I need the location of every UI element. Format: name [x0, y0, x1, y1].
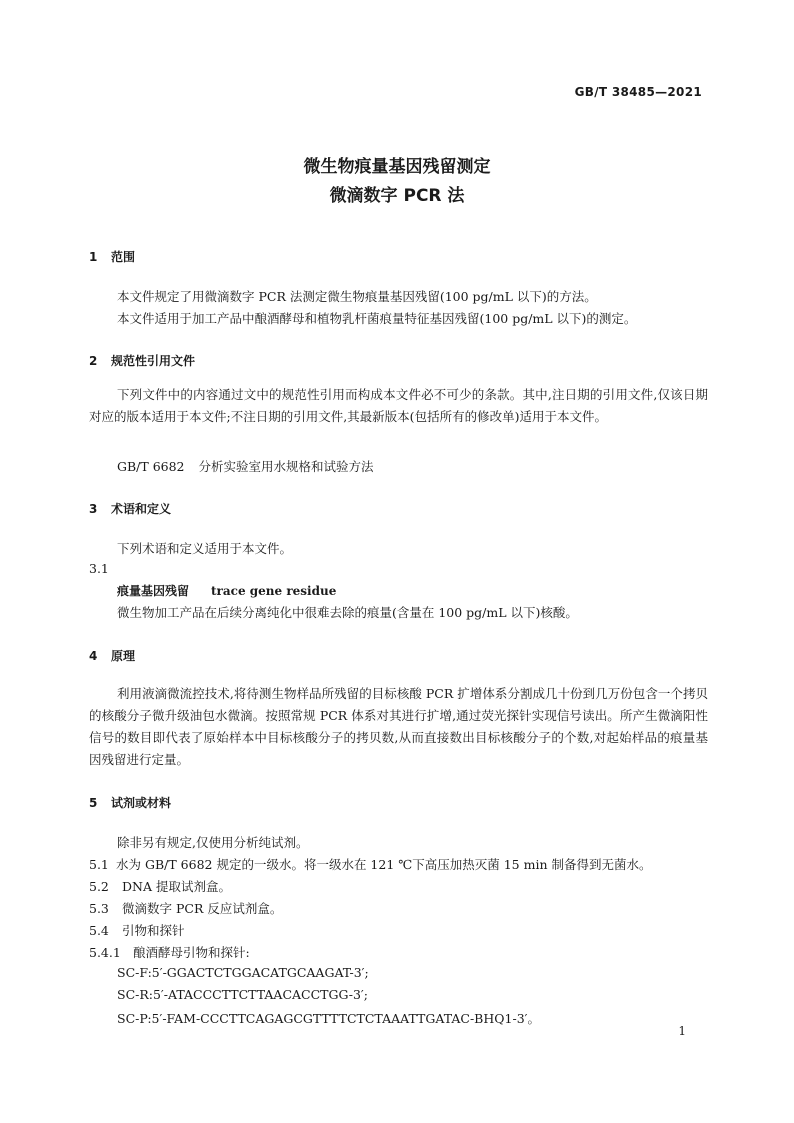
primer-reverse: SC-R:5′-ATACCCTTCTTAACACCTGG-3′; [117, 987, 368, 1002]
section-title: 范围 [111, 250, 136, 264]
clause-5-1 [89, 855, 651, 873]
term-number: 3.1 [89, 561, 109, 576]
clause-number: 5.4.1 [89, 945, 121, 960]
page-number: 1 [678, 1024, 686, 1038]
clause-number: 5.3 [89, 901, 109, 916]
clause-5-2 [89, 877, 231, 895]
term-chinese: 痕量基因残留 [117, 584, 190, 598]
clause-text: 水为 GB/T 6682 规定的一级水。将一级水在 121 ℃下高压加热灭菌 15 min 制备得到无菌水。 [116, 857, 652, 872]
reagents-intro: 除非另有规定,仅使用分析纯试剂。 [117, 835, 309, 850]
clause-text: 引物和探针 [122, 923, 185, 938]
section-heading-normative-references [89, 352, 195, 369]
section-heading-terms [89, 500, 171, 517]
principle-paragraph: 利用液滴微流控技术,将待测生物样品所残留的目标核酸 PCR 扩增体系分割成几十份到几万份包含一个拷贝的核酸分子微升级油包水微滴。按照常规 PCR 体系对其进行扩增,通过荧光探针实现信号读出。所产生微滴阳性信号的数目即代表了原始样本中目标核酸分子的拷贝数,从而直接数出目标核酸分子的个数,对起始样品的痕量基因残留进行定量。 [89, 686, 708, 767]
document-title-line1: 微生物痕量基因残留测定 [303, 157, 491, 177]
clause-number: 5.4 [89, 923, 109, 938]
terms-intro: 下列术语和定义适用于本文件。 [117, 541, 293, 556]
section-title: 原理 [111, 649, 136, 663]
section-number: 1 [89, 250, 98, 264]
reference-code: GB/T 6682 [117, 459, 185, 474]
scope-paragraph-2: 本文件适用于加工产品中酿酒酵母和植物乳杆菌痕量特征基因残留(100 pg/mL 以下)的测定。 [117, 311, 637, 326]
clause-5-4-1 [89, 943, 250, 961]
section-heading-reagents [89, 794, 171, 811]
clause-number: 5.2 [89, 879, 109, 894]
term-definition: 微生物加工产品在后续分离纯化中很难去除的痕量(含量在 100 pg/mL 以下)核酸。 [117, 605, 578, 620]
term-english: trace gene residue [211, 584, 337, 598]
section-number: 5 [89, 796, 98, 810]
section-heading-scope [89, 248, 135, 265]
section-title: 规范性引用文件 [111, 354, 196, 368]
clause-text: 酿酒酵母引物和探针: [133, 945, 250, 960]
clause-5-3 [89, 899, 282, 917]
probe-sequence: SC-P:5′-FAM-CCCTTCAGAGCGTTTTCTCTAAATTGATAC-BHQ1-3′。 [117, 1011, 540, 1026]
section-title: 术语和定义 [111, 502, 172, 516]
clause-text: DNA 提取试剂盒。 [122, 879, 231, 894]
clause-5-4 [89, 921, 185, 939]
scope-paragraph-1: 本文件规定了用微滴数字 PCR 法测定微生物痕量基因残留(100 pg/mL 以下)的方法。 [117, 289, 597, 304]
section-title: 试剂或材料 [111, 796, 172, 810]
standard-code: GB/T 38485—2021 [574, 85, 702, 99]
term-heading [117, 582, 336, 599]
section-number: 4 [89, 649, 98, 663]
document-title-line2: 微滴数字 PCR 法 [329, 186, 465, 206]
reference-title: 分析实验室用水规格和试验方法 [198, 459, 374, 474]
primer-forward: SC-F:5′-GGACTCTGGACATGCAAGAT-3′; [117, 965, 369, 980]
references-paragraph: 下列文件中的内容通过文中的规范性引用而构成本文件必不可少的条款。其中,注日期的引用文件,仅该日期对应的版本适用于本文件;不注日期的引用文件,其最新版本(包括所有的修改单)适用于本文件。 [89, 387, 708, 424]
clause-number: 5.1 [89, 857, 109, 872]
reference-entry [117, 457, 374, 475]
section-number: 2 [89, 354, 98, 368]
section-heading-principle [89, 647, 135, 664]
section-number: 3 [89, 502, 98, 516]
clause-text: 微滴数字 PCR 反应试剂盒。 [122, 901, 283, 916]
